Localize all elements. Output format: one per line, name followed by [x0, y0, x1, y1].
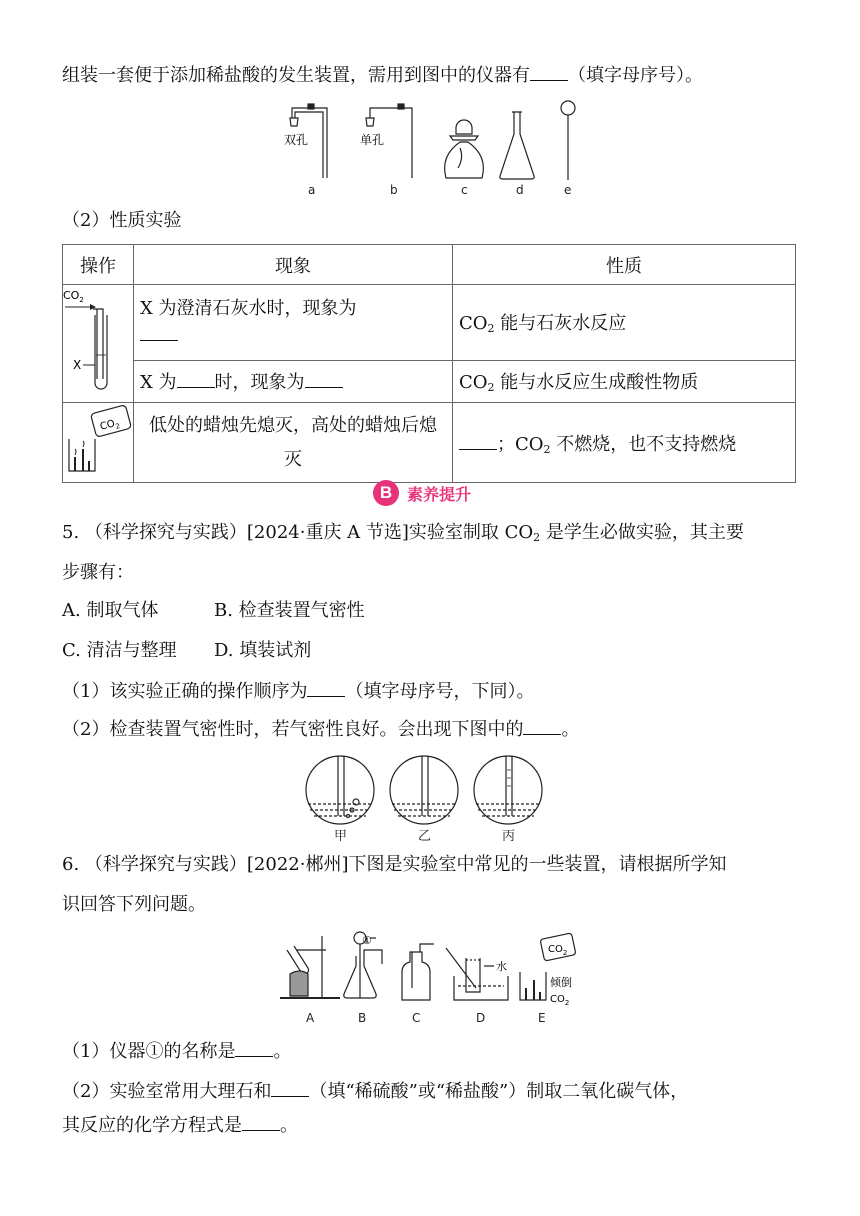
circle-jia [306, 756, 374, 824]
fig2-co2-label-top: $CO_2$ [548, 944, 568, 957]
fig1-label-d: d [516, 183, 524, 197]
answer-blank[interactable] [177, 369, 215, 388]
answer-blank[interactable] [523, 716, 561, 735]
apparatus-figure-2 [276, 928, 596, 1028]
apparatus-figure-1 [280, 100, 590, 200]
intro-line [62, 62, 703, 89]
fig2-label-D: D [476, 1011, 486, 1025]
q5-sub2: （2）检查装置气密性时，若气密性良好。会出现下图中的 。 [62, 716, 579, 743]
answer-blank[interactable] [305, 369, 343, 388]
apparatus-C [402, 944, 434, 1000]
tube-x-label: X [73, 358, 82, 372]
answer-blank[interactable] [307, 678, 345, 697]
apparatus-e [561, 101, 575, 180]
q6-sub2: （2）实验室常用大理石和 （填“稀硫酸”或“稀盐酸”）制取二氧化碳气体， [62, 1078, 688, 1105]
apparatus-A [280, 936, 340, 998]
fig2-label-C: C [412, 1011, 421, 1025]
property-cell-1b: $CO_2$ 能与水反应生成酸性物质 [453, 360, 796, 402]
phenomenon-cell-1a [134, 285, 453, 361]
candle-beaker-diagram [63, 403, 133, 477]
answer-blank[interactable] [530, 62, 568, 81]
phenomenon-candle-line1: 低处的蜡烛先熄灭，高处的蜡烛后熄 [149, 414, 437, 436]
header-operation: 操作 [63, 245, 134, 285]
banner-title: 素养提升 [407, 484, 472, 504]
fig-label-bing: 丙 [502, 829, 516, 844]
property-table [62, 244, 796, 483]
fig2-label-B: B [358, 1011, 367, 1025]
fig1-label-b: b [390, 183, 398, 197]
fig1-label-a: a [308, 183, 316, 197]
operation-cell-2 [63, 403, 134, 483]
q5-option-b: B. 检查装置气密性 [214, 600, 365, 621]
fig2-label-A: A [306, 1011, 315, 1025]
fig1-label-e: e [564, 183, 572, 197]
header-phenomenon: 现象 [134, 245, 453, 285]
answer-blank[interactable] [242, 1112, 280, 1131]
label-one-hole: 单孔 [360, 133, 385, 147]
q5-option-a: A. 制取气体 [62, 600, 159, 621]
section-title: （2）性质实验 [62, 210, 182, 231]
apparatus-d [500, 112, 534, 179]
phenomenon-cell-2 [134, 403, 453, 483]
fig2-circle-label: ① [362, 934, 372, 947]
answer-blank[interactable] [271, 1078, 309, 1097]
fig-label-jia: 甲 [334, 829, 348, 844]
airtightness-figure [300, 752, 550, 844]
header-property: 性质 [453, 245, 796, 285]
answer-blank[interactable] [235, 1038, 273, 1057]
phenomenon-candle-line2: 灭 [284, 448, 302, 470]
property-cell-1a: $CO_2$ 能与石灰水反应 [453, 285, 796, 361]
q6-line2: 识回答下列问题。 [62, 894, 206, 915]
q6-sub2-line2: 其反应的化学方程式是 。 [62, 1112, 298, 1139]
q5-line2: 步骤有： [62, 562, 134, 583]
operation-cell-1 [63, 285, 134, 403]
fig1-label-c: c [461, 183, 468, 197]
banner-badge: B [373, 480, 399, 506]
beaker-co2-label: $CO_2$ [98, 418, 121, 433]
property-cell-2: ；$CO_2$ 不燃烧，也不支持燃烧 [453, 403, 796, 483]
fig2-pour-label: 倾倒 [550, 976, 572, 989]
q5-sub1: （1）该实验正确的操作顺序为 （填字母序号，下同）。 [62, 678, 534, 705]
apparatus-c [445, 120, 484, 178]
label-two-hole: 双孔 [284, 133, 309, 147]
answer-blank[interactable] [140, 322, 178, 341]
apparatus-D [446, 948, 508, 1000]
circle-yi [390, 756, 458, 824]
circle-bing [474, 756, 542, 824]
q5-line1: 5. （科学探究与实践）[2024·重庆 A 节选]实验室制取 $CO_2$ 是学生必做实验，其主要 [62, 522, 744, 544]
fig2-label-E: E [538, 1011, 546, 1025]
phenomenon-cell-1b: X 为 时，现象为 [134, 360, 453, 402]
q6-sub1: （1）仪器①的名称是 。 [62, 1038, 291, 1065]
section-banner [373, 480, 471, 506]
apparatus-E [520, 933, 576, 1000]
q6-line1: 6. （科学探究与实践）[2022·郴州]下图是实验室中常见的一些装置，请根据所学知 [62, 854, 727, 875]
q5-option-d: D. 填装试剂 [214, 640, 312, 661]
fig2-water-label: 水 [496, 960, 507, 973]
answer-blank[interactable] [459, 431, 497, 450]
q5-option-c: C. 清洁与整理 [62, 640, 177, 661]
fig-label-yi: 乙 [418, 829, 432, 844]
test-tube-diagram [63, 285, 133, 397]
phenomenon-limewater: X 为澄清石灰水时，现象为 [140, 297, 357, 319]
intro-text: 组装一套便于添加稀盐酸的发生装置，需用到图中的仪器有 [62, 65, 530, 86]
intro-text-end: （填字母序号）。 [568, 65, 703, 86]
tube-co2-label: $CO_2$ [63, 289, 84, 304]
fig2-co2-label-bottom: $CO_2$ [550, 994, 570, 1007]
